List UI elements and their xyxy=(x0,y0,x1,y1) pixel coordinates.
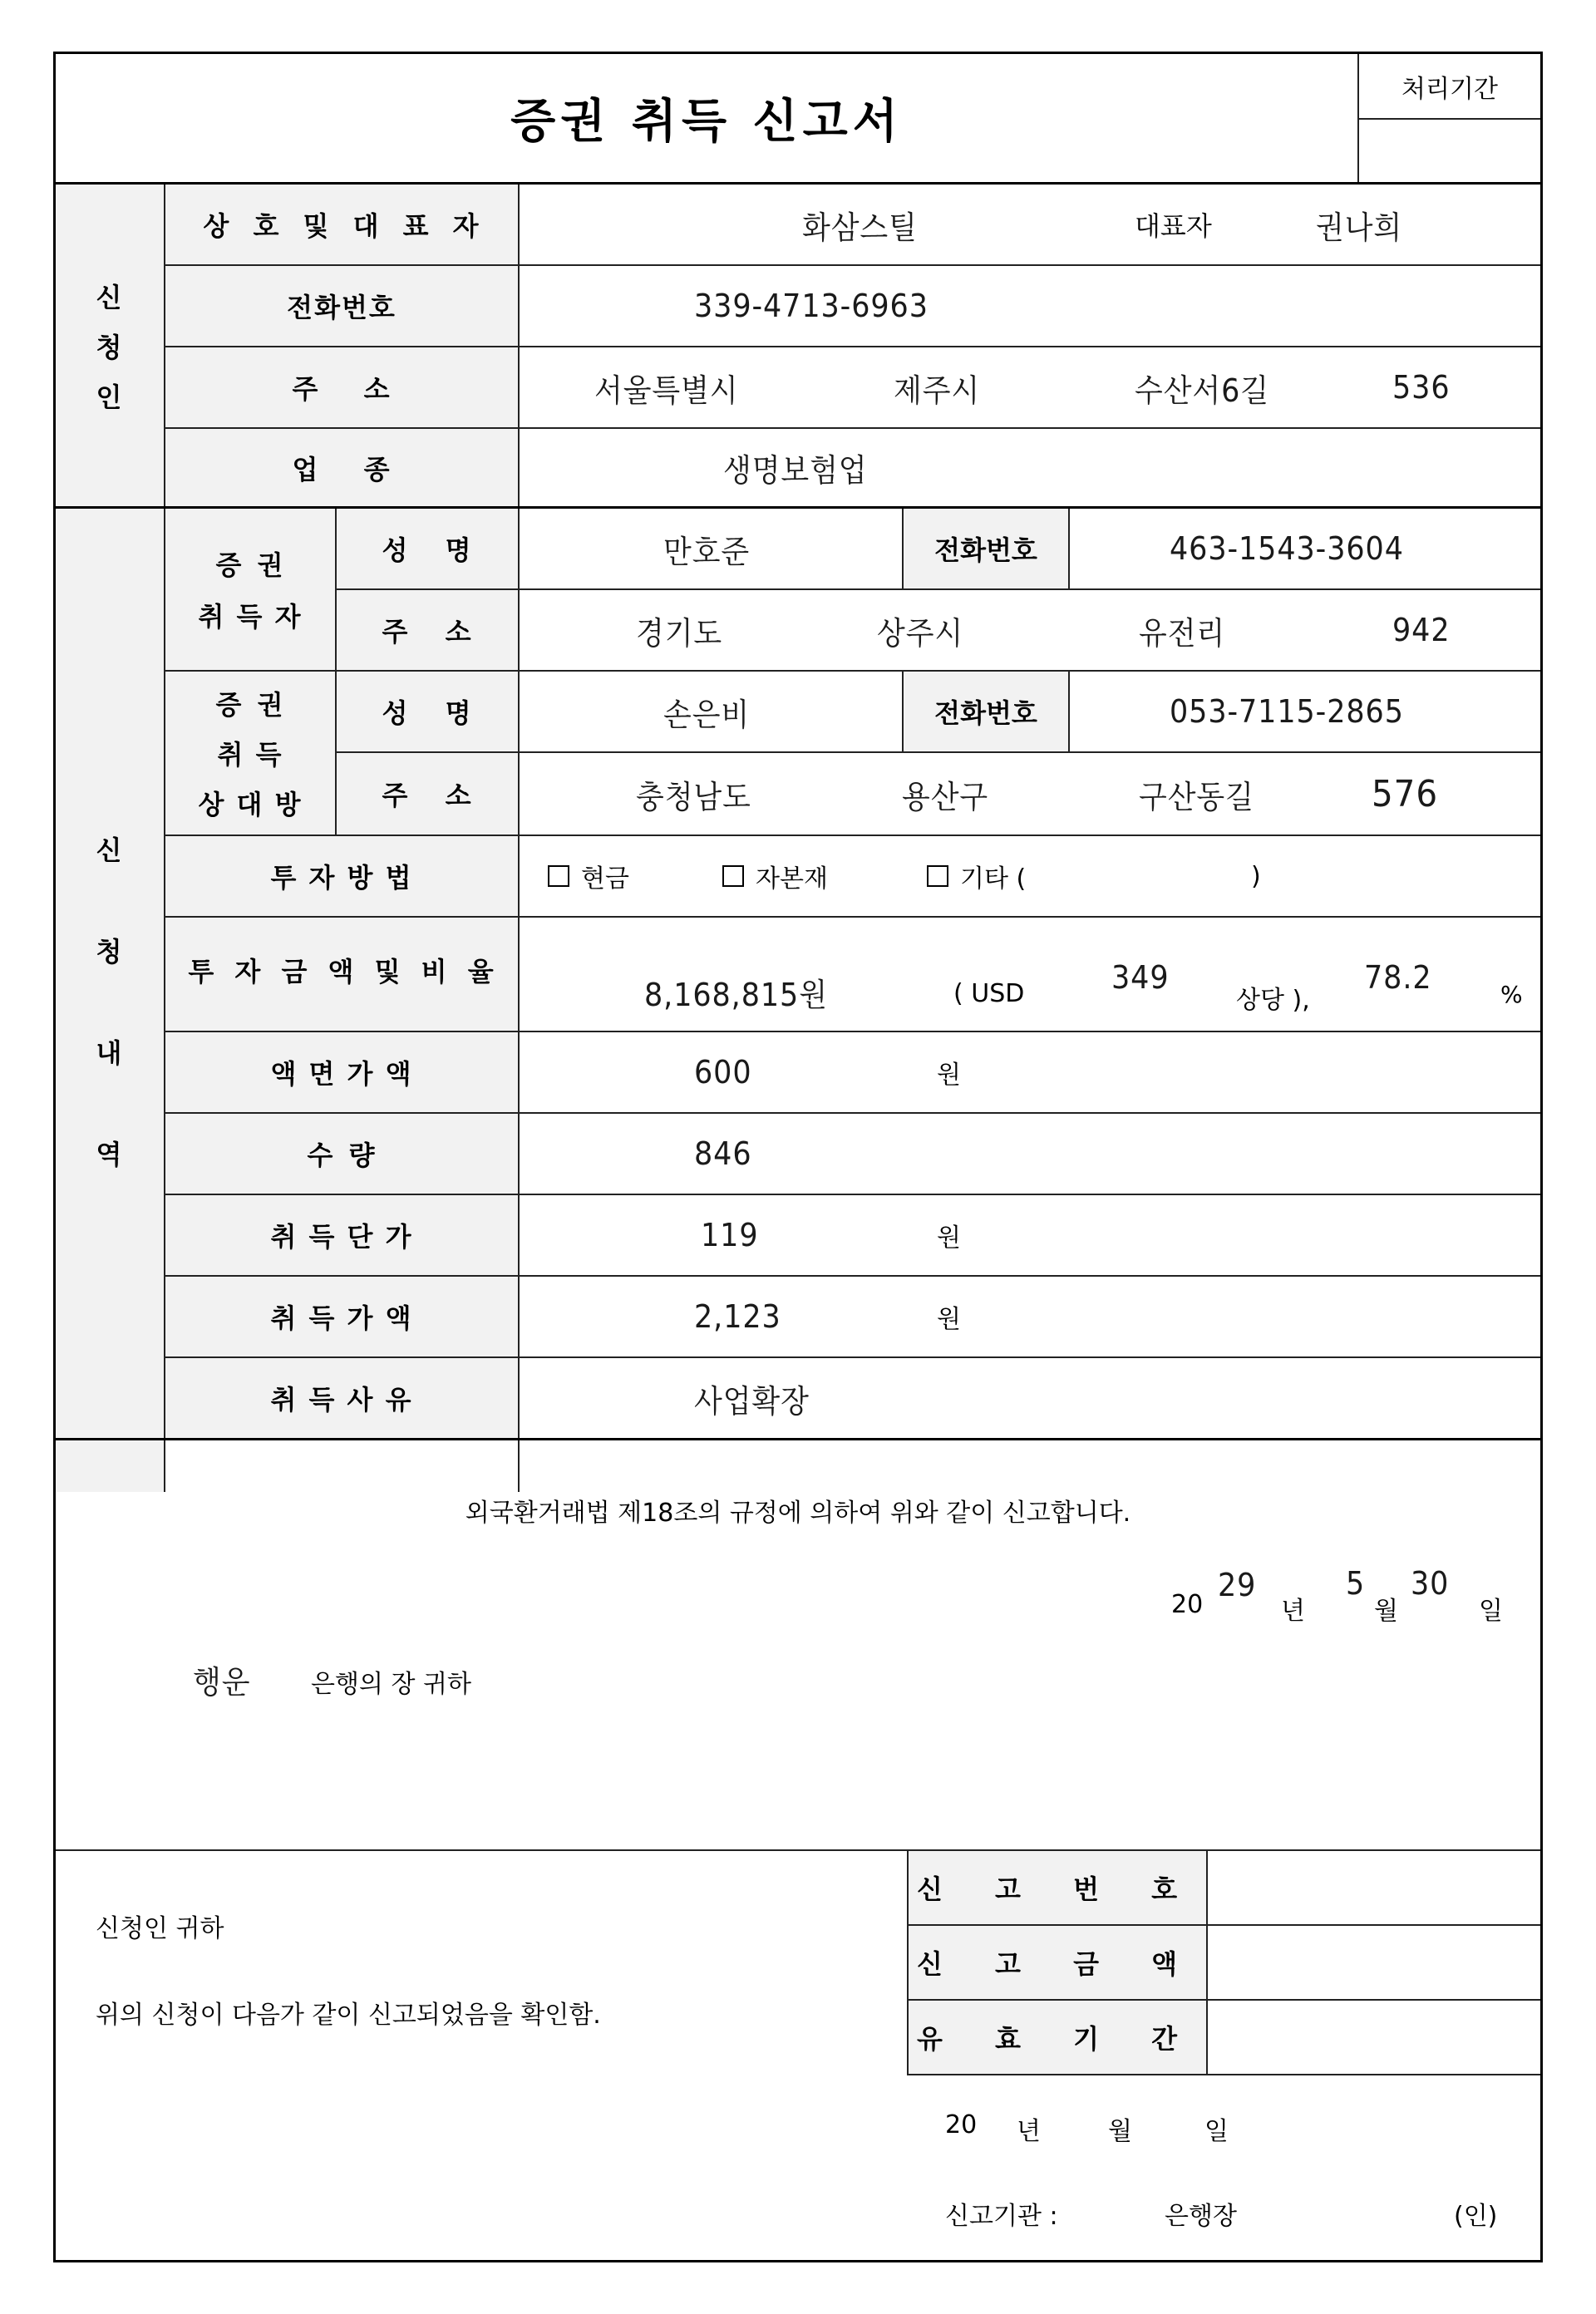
report-number-label xyxy=(909,1851,1206,1924)
group-label-line: 취 득 자 xyxy=(198,601,303,633)
declaration-statement: 외국환거래법 제18조의 규정에 의하여 위와 같이 신고합니다. xyxy=(465,1499,1131,1528)
acquirer-address-province[interactable]: 경기도 xyxy=(636,614,723,652)
counterparty-address-province[interactable]: 충청남도 xyxy=(636,778,751,815)
investment-method-row xyxy=(520,836,1540,916)
option-other[interactable] xyxy=(927,858,1026,894)
divider xyxy=(56,1438,1540,1440)
representative-label: 대표자 xyxy=(1135,210,1212,242)
agency-line xyxy=(945,2195,1527,2231)
acquirer-name-cell xyxy=(520,509,902,588)
checkbox-capital-goods[interactable] xyxy=(722,865,744,887)
company-name[interactable]: 화삼스틸 xyxy=(802,209,918,246)
acquisition-amount-unit: 원 xyxy=(937,1305,961,1334)
counterparty-address-city[interactable]: 용산구 xyxy=(902,778,989,815)
address-street[interactable]: 수산서6길 xyxy=(1135,372,1269,409)
quantity-label: 수 량 xyxy=(165,1114,518,1194)
confirmation-text: 위의 신청이 다음가 같이 신고되었음을 확인함. xyxy=(96,2001,601,2030)
section-char: 내 xyxy=(96,1036,124,1069)
month-label: 월 xyxy=(1374,1597,1398,1626)
quantity-row xyxy=(520,1114,1540,1194)
report-amount-value[interactable] xyxy=(1208,1926,1540,1999)
acquisition-amount-value[interactable]: 2,123 xyxy=(694,1298,781,1335)
counterparty-address-row xyxy=(520,753,1540,835)
face-value-unit: 원 xyxy=(937,1061,961,1090)
option-cash-label: 현금 xyxy=(581,864,629,894)
confirm-date-prefix: 20 xyxy=(945,2110,978,2139)
phone-row xyxy=(520,266,1540,346)
face-value[interactable]: 600 xyxy=(694,1054,752,1091)
details-section-label xyxy=(56,509,164,1492)
confirm-month-label: 월 xyxy=(1108,2117,1132,2146)
reason-label: 취 득 사 유 xyxy=(165,1358,518,1438)
option-other-label: 기타 ( xyxy=(960,864,1027,894)
investment-amount-label: 투 자 금 액 및 비 율 xyxy=(165,918,518,1031)
equiv-suffix: 상당 ), xyxy=(1236,986,1310,1015)
acquirer-phone[interactable]: 463-1543-3604 xyxy=(1170,530,1404,567)
applicant-section-label xyxy=(56,185,164,506)
confirm-year-label: 년 xyxy=(1017,2117,1041,2146)
confirm-day-label: 일 xyxy=(1204,2117,1229,2146)
checkbox-cash[interactable] xyxy=(548,865,569,887)
processing-period-value[interactable] xyxy=(1359,120,1540,182)
counterparty-address-label: 주 소 xyxy=(337,753,518,835)
group-label-line: 취 득 xyxy=(217,739,283,771)
addressee-line xyxy=(193,1657,692,1701)
counterparty-name-cell xyxy=(520,672,902,751)
agency-label: 신고기관 : xyxy=(945,2202,1058,2231)
date-day[interactable]: 30 xyxy=(1411,1565,1450,1602)
counterparty-group-label xyxy=(165,672,335,835)
agency-name: 은행장 xyxy=(1165,2202,1237,2231)
date-prefix: 20 xyxy=(1171,1590,1204,1619)
section-char: 역 xyxy=(96,1138,124,1170)
valid-period-label xyxy=(909,2001,1206,2074)
counterparty-name[interactable]: 손은비 xyxy=(663,696,751,733)
report-number-text: 신 고 번 호 xyxy=(917,1873,1178,1905)
acquirer-address-street[interactable]: 유전리 xyxy=(1139,614,1226,652)
section-char: 청 xyxy=(96,331,124,363)
acquirer-name-label: 성 명 xyxy=(337,509,518,588)
option-capital-goods-label: 자본재 xyxy=(756,864,828,894)
reason-row xyxy=(520,1358,1540,1438)
unit-price-row xyxy=(520,1195,1540,1275)
phone-label: 전화번호 xyxy=(165,266,518,346)
acquisition-amount-row xyxy=(520,1277,1540,1356)
valid-period-value[interactable] xyxy=(1208,2001,1540,2074)
face-value-row xyxy=(520,1032,1540,1112)
industry-value[interactable]: 생명보험업 xyxy=(723,452,868,489)
date-month[interactable]: 5 xyxy=(1346,1565,1366,1602)
option-cash[interactable] xyxy=(548,858,629,894)
checkbox-other[interactable] xyxy=(927,865,948,887)
acquirer-address-number[interactable]: 942 xyxy=(1392,612,1451,648)
address-number[interactable]: 536 xyxy=(1392,369,1451,406)
acquirer-phone-cell xyxy=(1070,509,1540,588)
group-label-line: 상 대 방 xyxy=(198,789,303,820)
counterparty-address-street[interactable]: 구산동길 xyxy=(1139,778,1254,815)
usd-prefix: ( USD xyxy=(953,979,1025,1008)
confirmation-to: 신청인 귀하 xyxy=(96,1914,224,1943)
acquirer-address-label: 주 소 xyxy=(337,590,518,670)
confirmation-date xyxy=(945,2110,1361,2144)
divider xyxy=(909,2074,1540,2075)
acquirer-name[interactable]: 만호준 xyxy=(663,533,751,570)
report-number-value[interactable] xyxy=(1208,1851,1540,1924)
unit-price-value[interactable]: 119 xyxy=(701,1217,759,1253)
investment-krw[interactable]: 8,168,815원 xyxy=(644,977,828,1013)
reason-value[interactable]: 사업확장 xyxy=(694,1382,810,1420)
counterparty-address-number[interactable]: 576 xyxy=(1372,772,1439,815)
company-row xyxy=(520,185,1540,264)
valid-period-text: 유 효 기 간 xyxy=(917,2023,1178,2055)
counterparty-name-label: 성 명 xyxy=(337,672,518,751)
address-city[interactable]: 제주시 xyxy=(894,372,981,409)
phone-value[interactable]: 339-4713-6963 xyxy=(694,288,929,324)
day-label: 일 xyxy=(1479,1597,1503,1626)
group-label-line: 증 권 xyxy=(215,549,285,581)
counterparty-phone-label: 전화번호 xyxy=(904,672,1068,751)
report-amount-text: 신 고 금 액 xyxy=(917,1948,1178,1980)
industry-label: 업 종 xyxy=(165,429,518,506)
address-row xyxy=(520,347,1540,427)
company-label: 상 호 및 대 표 자 xyxy=(165,185,518,264)
unit-price-unit: 원 xyxy=(937,1223,961,1253)
processing-period-label: 처리기간 xyxy=(1401,74,1498,104)
percent-sign: % xyxy=(1500,981,1523,1008)
addressee: 은행의 장 귀하 xyxy=(311,1670,471,1699)
group-label-line: 증 권 xyxy=(215,689,285,721)
investment-amount-row xyxy=(520,918,1540,1031)
year-label: 년 xyxy=(1281,1597,1305,1626)
declaration-date xyxy=(1170,1565,1540,1626)
counterparty-phone[interactable]: 053-7115-2865 xyxy=(1170,693,1404,730)
option-capital-goods[interactable] xyxy=(722,858,828,894)
other-specify-input[interactable] xyxy=(1028,859,1244,893)
securities-acquisition-report-form xyxy=(53,52,1543,2262)
acquirer-group-label xyxy=(165,509,335,670)
option-other-close: ) xyxy=(1251,861,1261,891)
section-char: 신 xyxy=(96,281,124,313)
address-province[interactable]: 서울특별시 xyxy=(594,372,739,409)
unit-price-label: 취 득 단 가 xyxy=(165,1195,518,1275)
section-char: 신 xyxy=(96,834,124,866)
acquirer-address-city[interactable]: 상주시 xyxy=(877,614,964,652)
form-title: 증권 취득 신고서 xyxy=(510,95,903,149)
address-label: 주 소 xyxy=(165,347,518,427)
acquirer-phone-label: 전화번호 xyxy=(904,509,1068,588)
representative-name[interactable]: 권나희 xyxy=(1316,209,1403,246)
investment-method-label: 투 자 방 법 xyxy=(165,836,518,916)
industry-row xyxy=(520,429,1540,506)
face-value-label: 액 면 가 액 xyxy=(165,1032,518,1112)
investment-usd[interactable]: 349 xyxy=(1111,959,1170,996)
report-amount-label xyxy=(909,1926,1206,1999)
section-char: 인 xyxy=(96,381,124,413)
acquisition-amount-label: 취 득 가 액 xyxy=(165,1277,518,1356)
date-year[interactable]: 29 xyxy=(1218,1567,1257,1603)
seal-mark: (인) xyxy=(1454,2202,1498,2231)
counterparty-phone-cell xyxy=(1070,672,1540,751)
bank-name[interactable]: 행운 xyxy=(193,1664,251,1701)
quantity-value[interactable]: 846 xyxy=(694,1135,752,1172)
investment-ratio[interactable]: 78.2 xyxy=(1364,959,1432,996)
section-char: 청 xyxy=(96,935,124,967)
acquirer-address-row xyxy=(520,590,1540,670)
